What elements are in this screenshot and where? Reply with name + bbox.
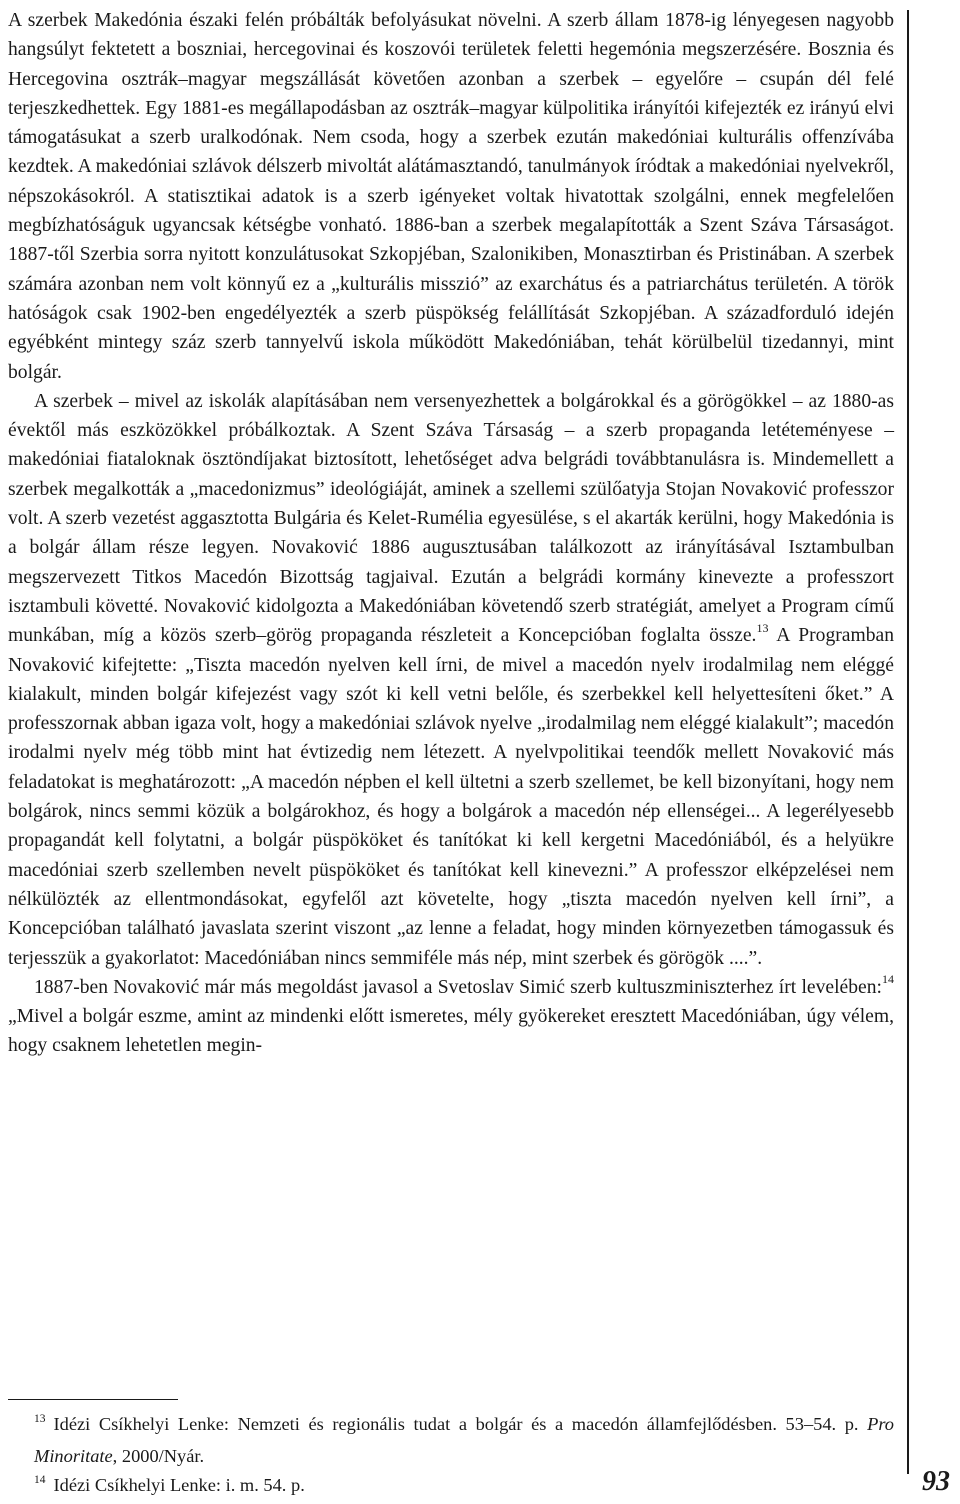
body-text: [8, 6, 894, 1061]
footnote-separator: [8, 1399, 178, 1400]
page-number: 93: [922, 1466, 950, 1497]
paragraph-3: [8, 973, 894, 1061]
footnote-13-text-a: Idézi Csíkhelyi Lenke: Nemzeti és regionális tudat a bolgár és a macedón államfejlődésben. 53–54. p.: [53, 1414, 868, 1434]
footnote-ref-14[interactable]: 14: [882, 972, 894, 987]
paragraph-3-text-b: „Mivel a bolgár eszme, amint az mindenki előtt ismeretes, mély gyökereket eresztett Macedóniában, úgy vélem, hogy csaknem lehetetlen megin-: [8, 1006, 894, 1057]
footnotes: [8, 1410, 894, 1503]
footnote-13-journal: Pro Minoritate: [34, 1414, 894, 1466]
paragraph-1: A szerbek Makedónia északi felén próbálták befolyásukat növelni. A szerb állam 1878-ig lényegesen nagyobb hangsúlyt fektetett a boszniai, hercegovinai és koszovói területek feletti hegemónia megszerzésére. Bosznia és Hercegovina osztrák–magyar megszállását követően azonban a szerbek – egyelőre – csupán dél felé terjeszkedhettek. Egy 1881-es megállapodásban az osztrák–magyar külpolitika irányítói kifejezték ez irányú elvi támogatásukat a szerb uralkodónak. Nem csoda, hogy a szerbek ezután makedóniai kulturális offenzívába kezdtek. A makedóniai szlávok délszerb mivoltát alátámasztandó, tanulmányok íródtak a makedóniai nyelvekről, népszokásokról. A statisztikai adatok is a szerb igényeket voltak hivatottak szolgálni, ennek megfelelően megbízhatóságuk ugyancsak kétségbe vonható. 1886-ban a szerbek megalapították a Szent Száva Társaságot. 1887-től Szerbia sorra nyitott konzulátusokat Szkopjéban, Szalonikiben, Monasztirban és Pristinában. A szerbek számára azonban nem volt könnyű ez a „kulturális misszió” az exarchátus és a patriarchátus területén. A török hatóságok csak 1902-ben engedélyezték a szerb püspökség felállítását Szkopjéban. A századforduló idején egyébként mintegy száz szerb tannyelvű iskola működött Makedóniában, tehát körülbelül tizedannyi, mint bolgár.: [8, 10, 894, 383]
paragraph-2-text-a: A szerbek – mivel az iskolák alapításában nem versenyezhettek a bolgárokkal és a görögökkel – az 1880-as évektől más eszközökkel próbálkoztak. A Szent Száva Társaság – a szerb propaganda letéteményese – makedóniai fiataloknak ösztöndíjakat biztosított, lehetőséget adva belgrádi továbbtanulásra is. Mindemellett a szerbek megalkották a „macedonizmus” ideológiáját, aminek a szellemi szülőatyja Stojan Novaković professzor volt. A szerb vezetést aggasztotta Bulgária és Kelet-Rumélia egyesülése, s el akarták kerülni, hogy Makedónia is a bolgár állam része legyen. Novaković 1886 augusztusában találkozott az irányításával Isztambulban megszervezett Titkos Macedón Bizottság tagjaival. Ezután a belgrádi kormány kinevezte a professzort isztambuli követté. Novaković kidolgozta a Makedóniában követendő szerb stratégiát, amelyet a Program című munkában, míg a közös szerb–görög propaganda részleteit a Koncepcióban foglalta össze.: [8, 390, 894, 647]
margin-rule: [907, 10, 909, 1474]
footnote-13-number: 13: [34, 1413, 46, 1425]
paragraph-2: [8, 387, 894, 973]
footnote-ref-13[interactable]: 13: [756, 620, 769, 635]
paragraph-2-text-b: A Programban Novaković kifejtette: „Tiszta macedón nyelven kell írni, de mivel a macedón nyelv irodalmilag nem eléggé kialakult, minden bolgár kifejezést vagy szót ki kell vetni belőle, és szerbekkel kell helyettesíteni őket.” A professzornak abban igaza volt, hogy a makedóniai szlávok nyelve „irodalmilag nem eléggé kialakult”; macedón irodalmi nyelv még több mint hat évtizedig nem létezett. A nyelvpolitikai teendők mellett Novaković más feladatokat is meghatározott: „A macedón népben el kell ültetni a szerb szellemet, be kell bizonyítani, hogy nem bolgárok, nincs semmi közük a bolgárokhoz, és hogy a bolgárok a macedón nép ellenségei... A legerélyesebb propagandát kell folytatni, a bolgár püspököket és tanítókat ki kell kergetni Macedóniából, és a helyükre macedóniai szerb szellemben nevelt püspököket és tanítókat kell kinevezni.” A professzor elképzelései nem nélkülözték az ellentmondásokat, egyfelől azt követelte, hogy „tiszta macedón nyelven kell írni”, a Koncepcióban található javaslata szerint viszont „az lenne a feladat, hogy minden környezetben támogassuk és terjesszük a gyakorlatot: Macedóniában nincs semmiféle más nép, mint szerbek és görögök ....”.: [8, 625, 894, 969]
footnote-14: [8, 1471, 894, 1503]
footnote-14-text-a: Idézi Csíkhelyi Lenke: i. m. 54. p.: [53, 1475, 305, 1495]
footnote-14-number: 14: [34, 1474, 46, 1486]
footnote-13: [8, 1410, 894, 1471]
footnote-13-text-b: , 2000/Nyár.: [112, 1446, 205, 1466]
paragraph-3-text-a: 1887-ben Novaković már más megoldást javasol a Svetoslav Simić szerb kultuszminiszterhez írt levelében:: [34, 976, 882, 998]
